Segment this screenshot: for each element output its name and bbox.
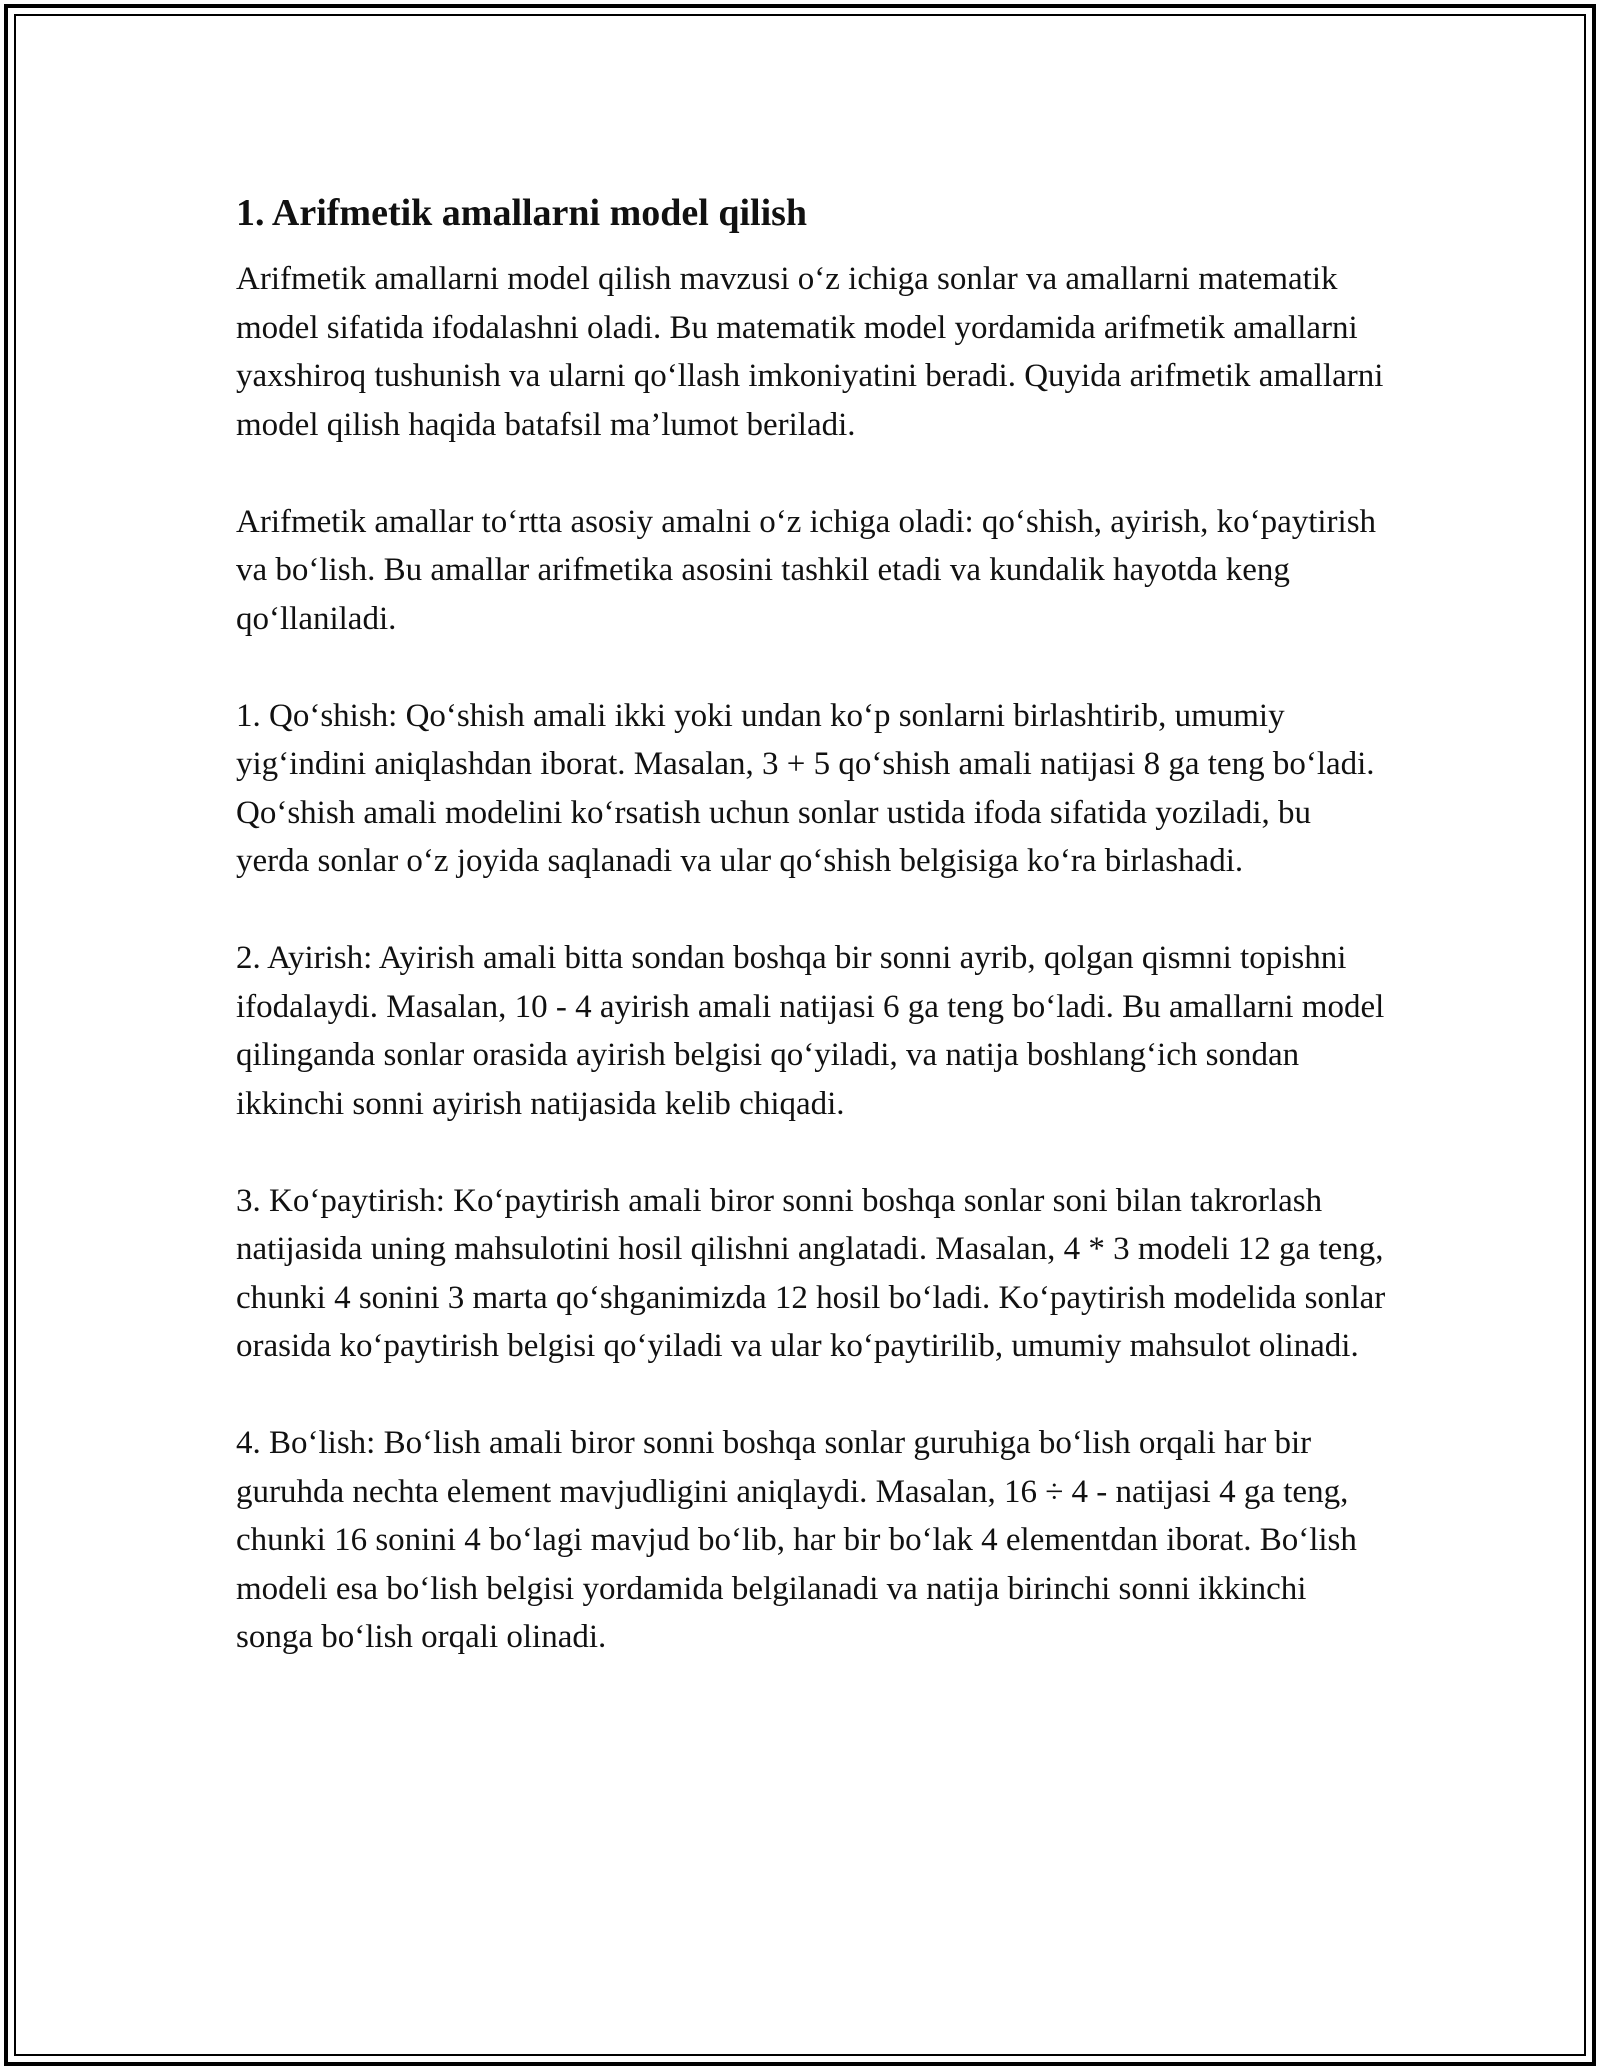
division-paragraph: 4. Bo‘lish: Bo‘lish amali biror sonni boshqa sonlar guruhiga bo‘lish orqali har bir guruhda nechta element mavjudligini aniqlaydi. Masalan, 16 ÷ 4 - natijasi 4 ga teng, chunki 16 sonini 4 bo‘lagi mavjud bo‘lib, har bir bo‘lak 4 elementdan iborat. Bo‘lish modeli esa bo‘lish belgisi yordamida belgilanadi va natija birinchi sonni ikkinchi songa bo‘lish orqali olinadi. [236,1425,1357,1655]
document-body [236,185,1386,1662]
multiplication-paragraph: 3. Ko‘paytirish: Ko‘paytirish amali biror sonni boshqa sonlar soni bilan takrorlash natijasida uning mahsulotini hosil qilishni anglatadi. Masalan, 4 * 3 modeli 12 ga teng, chunki 4 sonini 3 marta qo‘shganimizda 12 hosil bo‘ladi. Ko‘paytirish modelida sonlar orasida ko‘paytirish belgisi qo‘yiladi va ular ko‘paytirilib, umumiy mahsulot olinadi. [236,1182,1386,1364]
intro-paragraph: Arifmetik amallarni model qilish mavzusi o‘z ichiga sonlar va amallarni matematik model sifatida ifodalashni oladi. Bu matematik model yordamida arifmetik amallarni yaxshiroq tushunish va ularni qo‘llash imkoniyatini beradi. Quyida arifmetik amallarni model qilish haqida batafsil ma’lumot beriladi. [236,261,1384,443]
addition-paragraph: 1. Qo‘shish: Qo‘shish amali ikki yoki undan ko‘p sonlarni birlashtirib, umumiy yig‘indini aniqlashdan iborat. Masalan, 3 + 5 qo‘shish amali natijasi 8 ga teng bo‘ladi. Qo‘shish amali modelini ko‘rsatish uchun sonlar ustida ifoda sifatida yoziladi, bu yerda sonlar o‘z joyida saqlanadi va ular qo‘shish belgisiga ko‘ra birlashadi. [236,697,1375,879]
subtraction-paragraph: 2. Ayirish: Ayirish amali bitta sondan boshqa bir sonni ayrib, qolgan qismni topishni ifodalaydi. Masalan, 10 - 4 ayirish amali natijasi 6 ga teng bo‘ladi. Bu amallarni model qilinganda sonlar orasida ayirish belgisi qo‘yiladi, va natija boshlang‘ich sondan ikkinchi sonni ayirish natijasida kelib chiqadi. [236,940,1385,1122]
operations-overview-paragraph: Arifmetik amallar to‘rtta asosiy amalni o‘z ichiga oladi: qo‘shish, ayirish, ko‘paytirish va bo‘lish. Bu amallar arifmetika asosini tashkil etadi va kundalik hayotda keng qo‘llaniladi. [236,503,1377,637]
section-title: 1. Arifmetik amallarni model qilish [236,192,808,234]
